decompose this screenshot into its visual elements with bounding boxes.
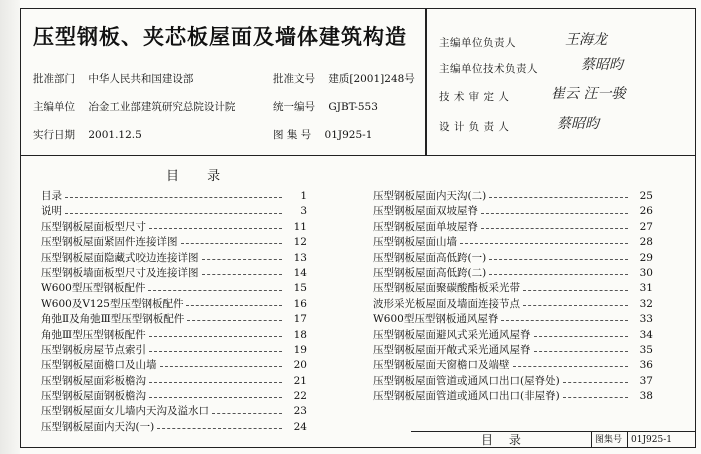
toc-entry[interactable]: 压型钢板屋面内天沟(二) 25 [373,190,653,202]
toc-entry[interactable]: 压型钢板屋面内天沟(一) 24 [41,420,307,433]
atlas-no-value: 01J925-1 [324,129,373,141]
toc-entry[interactable]: 压型钢板屋面聚碳酸酯板采光带 31 [373,282,653,295]
signature-role-1: 主编单位负责人 [439,37,516,49]
toc-entry[interactable]: 角弛Ⅱ及角弛Ⅲ型压型钢板配件 17 [41,313,307,326]
editor-unit-row [33,99,235,114]
approval-doc-label: 批准文号 [273,73,315,85]
toc-entry[interactable]: 压型钢板屋面女儿墙内天沟及溢水口 23 [41,405,307,418]
footer-title-block [411,431,695,448]
toc-entry[interactable]: W600及V125型压型钢板配件 16 [41,297,307,310]
toc-entry[interactable]: 压型钢板屋面高低跨(一) 29 [373,251,653,264]
page-edge [0,0,20,454]
toc-entry[interactable]: 波形采光板屋面及墙面连接节点 32 [373,297,653,310]
effective-date-label: 实行日期 [33,129,75,141]
header-block [21,9,695,156]
toc-entry[interactable]: 角弛Ⅲ型压型钢板配件 18 [41,328,307,341]
unified-no-label: 统一编号 [273,101,315,113]
toc-entry[interactable]: 压型钢板屋面单坡屋脊 27 [373,220,653,233]
toc-entry[interactable]: W600型压型钢板通风屋脊 33 [373,313,653,326]
signature-2: 蔡昭昀 [581,57,623,73]
toc-right-column [373,189,653,404]
toc-entry[interactable]: 目录 1 [41,190,307,202]
atlas-title: 压型钢板、夹芯板屋面及墙体建筑构造 [33,24,407,49]
toc-entry[interactable]: 压型钢板屋面双坡屋脊 26 [373,205,653,218]
toc-entry[interactable]: 压型钢板屋面檐口及山墙 20 [41,359,307,372]
approval-doc-value: 建质[2001]248号 [328,73,415,85]
toc-entry[interactable]: 压型钢板屋面紧固件连接详图 12 [41,236,307,249]
toc-entry[interactable]: 压型钢板屋面管道或通风口出口(非屋脊) 38 [373,390,653,403]
toc-entry[interactable]: 压型钢板墙面板型尺寸及连接详图 14 [41,266,307,279]
approval-dept-value: 中华人民共和国建设部 [88,73,194,85]
footer-atlas-label: 图集号 [591,432,627,448]
effective-date-row [33,127,142,142]
toc-entry[interactable]: 压型钢板屋面隐藏式咬边连接详图 13 [41,251,307,264]
toc-entry[interactable]: 压型钢板屋面管道或通风口出口(屋脊处) 37 [373,374,653,387]
approval-doc-row [273,71,415,86]
title-frame [20,8,696,448]
toc-entry[interactable]: 压型钢板屋面山墙 28 [373,236,653,249]
signature-4: 蔡昭昀 [557,116,599,132]
editor-unit-value: 冶金工业部建筑研究总院设计院 [88,101,236,113]
signature-role-3: 技 术 审 定 人 [439,91,510,103]
atlas-no-row [273,127,372,142]
unified-no-value: GJBT-553 [328,101,378,113]
toc-entry[interactable]: W600型压型钢板配件 15 [41,282,307,295]
effective-date-value: 2001.12.5 [88,129,142,141]
toc-entry[interactable]: 压型钢板屋面钢板檐沟 22 [41,390,307,403]
header-divider [425,9,427,155]
toc-entry[interactable]: 压型钢板屋面板型尺寸 11 [41,220,307,233]
toc-entry[interactable]: 压型钢板房屋节点索引 19 [41,343,307,356]
toc-left-column [41,189,307,435]
toc-entry[interactable]: 压型钢板屋面开敞式采光通风屋脊 35 [373,343,653,356]
footer-title: 目 录 [481,433,527,447]
toc-heading: 目 录 [166,169,233,184]
editor-unit-label: 主编单位 [33,101,75,113]
toc-entry[interactable]: 压型钢板屋面避风式采光通风屋脊 34 [373,328,653,341]
atlas-no-label: 图 集 号 [273,129,312,141]
toc-entry[interactable]: 压型钢板屋面高低跨(二) 30 [373,266,653,279]
toc-entry[interactable]: 说明 3 [41,205,307,218]
signature-role-2: 主编单位技术负责人 [439,63,538,75]
approval-dept-row [33,71,193,86]
unified-no-row [273,99,378,114]
signature-3: 崔云 汪一骏 [551,86,626,102]
toc-entry[interactable]: 压型钢板屋面天窗檐口及端壁 36 [373,359,653,372]
toc-entry[interactable]: 压型钢板屋面彩板檐沟 21 [41,374,307,387]
approval-dept-label: 批准部门 [33,73,75,85]
signature-1: 王海龙 [565,32,607,48]
signature-role-4: 设 计 负 责 人 [439,121,510,133]
footer-atlas-value: 01J925-1 [627,432,695,448]
